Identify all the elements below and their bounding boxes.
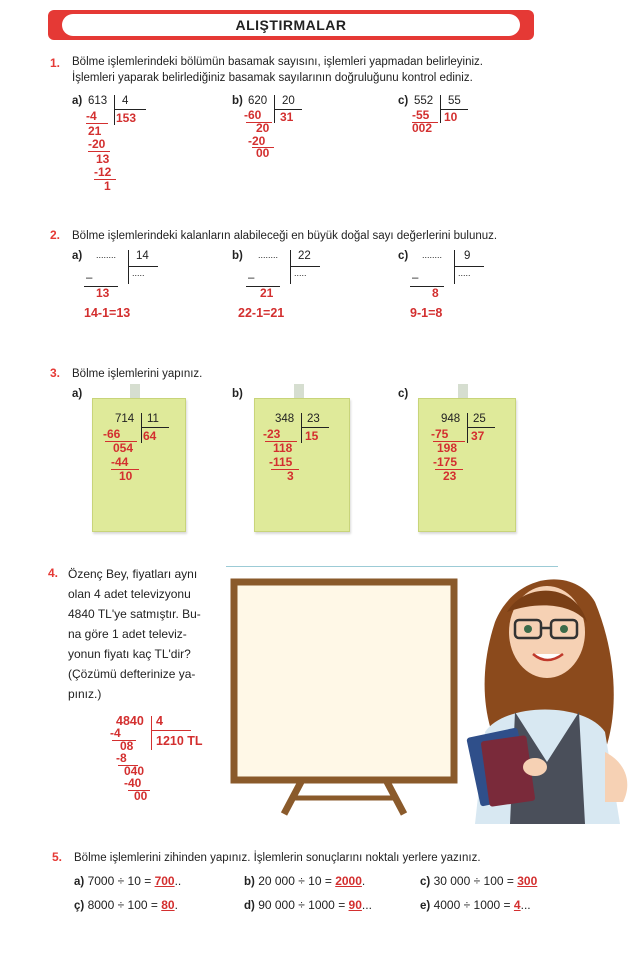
q1b-step: 20 — [256, 121, 270, 135]
q3a-hbar — [141, 427, 169, 428]
q2-text: Bölme işlemlerindeki kalanların alabileceği en büyük doğal sayı değerlerini bulunuz. — [72, 230, 498, 242]
q3c-divisor: 25 — [473, 413, 486, 425]
q4-dividend: 4840 — [116, 714, 144, 728]
q4-divisor: 4 — [156, 714, 163, 728]
q4-hbar — [151, 730, 191, 731]
q2a-minus: – — [86, 272, 93, 284]
q3b-sticky-note — [254, 398, 350, 532]
q3b-dividend: 348 — [275, 413, 295, 425]
q2a-bar — [128, 250, 129, 284]
q3a-quotient: 64 — [143, 429, 157, 443]
q1b-step: -60 — [244, 108, 262, 122]
q3c-sticky-note — [418, 398, 516, 532]
q4-line: pınız.) — [68, 687, 102, 701]
board — [234, 582, 454, 780]
q5-item-expr: 4000 ÷ 1000 = — [433, 898, 511, 912]
q1a-divisor: 4 — [122, 95, 129, 107]
q2c-bar — [454, 250, 455, 284]
q3b-bar — [301, 413, 302, 443]
q2c-answer: 9-1=8 — [410, 306, 443, 320]
q1a-step: -12 — [94, 165, 112, 179]
q2b-answer: 22-1=21 — [238, 306, 285, 320]
q4-line: (Çözümü defterinize ya- — [68, 667, 196, 681]
q5-item-answer: 80 — [161, 898, 175, 912]
q4-line: na göre 1 adet televiz- — [68, 627, 187, 641]
q4-line: yonun fiyatı kaç TL'dir? — [68, 647, 191, 661]
q4-step: -4 — [110, 726, 121, 740]
q2a-divisor: 14 — [136, 250, 149, 262]
q3b-line — [271, 469, 299, 470]
q3a-step: -44 — [111, 455, 129, 469]
q5-item-answer: 2000 — [335, 874, 362, 888]
q2c-hbar — [454, 266, 484, 267]
q5-item-c-cedilla — [74, 898, 178, 912]
q2c-divisor: 9 — [464, 250, 471, 262]
q5-item-answer: 700 — [154, 874, 175, 888]
q5-item-dots: . — [174, 898, 178, 912]
q5-item-d — [244, 898, 372, 912]
q5-item-dots: ... — [361, 898, 372, 912]
q4-bar — [151, 716, 152, 750]
q1-number: 1. — [50, 56, 61, 70]
q1a-quotient: 153 — [116, 111, 137, 125]
q5-item-expr: 20 000 ÷ 10 = — [258, 874, 332, 888]
q5-text: Bölme işlemlerini zihinden yapınız. İşlemlerin sonuçlarını noktalı yerlere yazınız. — [74, 852, 481, 864]
teacher-illustration — [455, 562, 637, 824]
q4-text — [68, 564, 228, 704]
q2a-label: a) — [72, 250, 83, 262]
q2b-remainder: 21 — [260, 286, 274, 300]
page-title: ALIŞTIRMALAR — [62, 14, 520, 36]
q5-item-label: c) — [420, 876, 431, 888]
q1c-label: c) — [398, 95, 409, 107]
q1c-dividend: 552 — [414, 95, 434, 107]
q3c-quotient: 37 — [471, 429, 485, 443]
q1b-step: -20 — [248, 134, 266, 148]
q1c-step: -55 — [412, 108, 430, 122]
q3-number: 3. — [50, 366, 61, 380]
q5-item-expr: 90 000 ÷ 1000 = — [258, 898, 346, 912]
q5-item-expr: 8000 ÷ 100 = — [87, 898, 158, 912]
q1b-division — [232, 95, 312, 165]
q3a-sticky-note — [92, 398, 186, 532]
q5-item-label: b) — [244, 876, 255, 888]
q3b-step: -23 — [263, 427, 281, 441]
q2a-division — [72, 250, 182, 330]
q1a-hbar — [114, 109, 146, 110]
q1-text-2: İşlemleri yaparak belirlediğiniz basamak sayılarının doğruluğunu kontrol ediniz. — [72, 72, 473, 84]
q4-quotient: 1210 TL — [156, 734, 203, 748]
q1a-step: 21 — [88, 124, 102, 138]
q3a-divisor: 11 — [147, 413, 159, 425]
q2b-bar — [290, 250, 291, 284]
q2-number: 2. — [50, 228, 61, 242]
q5-item-c — [420, 874, 537, 888]
eye — [560, 625, 568, 633]
q1b-divisor: 20 — [282, 95, 295, 107]
q2b-qdots: ..... — [294, 268, 307, 278]
q3b-step: 118 — [273, 441, 293, 455]
q2c-label: c) — [398, 250, 409, 262]
q1a-step: 13 — [96, 152, 110, 166]
easel-board-illustration — [226, 574, 476, 822]
q2a-dots: ........ — [96, 250, 117, 260]
q3b-hbar — [301, 427, 329, 428]
q3b-divisor: 23 — [307, 413, 320, 425]
q2c-minus: – — [412, 272, 419, 284]
q2b-dots: ........ — [258, 250, 279, 260]
q3c-step: -75 — [431, 427, 449, 441]
q2c-dots: ........ — [422, 250, 443, 260]
q5-item-label: ç) — [74, 900, 85, 912]
arm — [605, 752, 627, 802]
q3a-step: 10 — [119, 469, 133, 483]
q1c-step: 002 — [412, 121, 433, 135]
q4-line: 4840 TL'ye satmıştır. Bu- — [68, 607, 201, 621]
q4-line: Özenç Bey, fiyatları aynı — [68, 567, 198, 581]
q1c-division — [398, 95, 478, 145]
q3-text: Bölme işlemlerini yapınız. — [72, 368, 203, 380]
q3c-bar — [467, 413, 468, 443]
q4-number: 4. — [48, 566, 59, 580]
q5-item-answer: 300 — [517, 874, 538, 888]
q1b-quotient: 31 — [280, 110, 294, 124]
q2c-remainder: 8 — [432, 286, 439, 300]
q1a-step: 1 — [104, 179, 111, 193]
q5-item-expr: 7000 ÷ 10 = — [87, 874, 152, 888]
q2b-hbar — [290, 266, 320, 267]
q1-header — [50, 54, 60, 72]
q1a-dividend: 613 — [88, 95, 108, 107]
q1a-label: a) — [72, 95, 83, 107]
q5-number: 5. — [52, 850, 63, 864]
q2a-answer: 14-1=13 — [84, 306, 131, 320]
q3a-bar — [141, 413, 142, 443]
q5-item-expr: 30 000 ÷ 100 = — [433, 874, 514, 888]
q3a-dividend: 714 — [115, 413, 135, 425]
q1c-quotient: 10 — [444, 110, 458, 124]
q5-item-label: e) — [420, 900, 431, 912]
q5-item-dots: ... — [520, 898, 531, 912]
q1-text-1: Bölme işlemlerindeki bölümün basamak sayısını, işlemleri yapmadan belirleyiniz. — [72, 56, 483, 68]
q1b-label: b) — [232, 95, 243, 107]
q4-step: 00 — [134, 789, 148, 803]
q4-step: -40 — [124, 776, 142, 790]
q3c-hbar — [467, 427, 495, 428]
q3a-step: 054 — [113, 441, 134, 455]
q1c-divisor: 55 — [448, 95, 461, 107]
hand — [523, 758, 547, 776]
q4-division — [104, 714, 234, 814]
q3b-quotient: 15 — [305, 429, 319, 443]
q5-item-dots: . — [361, 874, 366, 888]
q2c-qdots: ..... — [458, 268, 471, 278]
q3c-step: 198 — [437, 441, 458, 455]
q3c-dividend: 948 — [441, 413, 461, 425]
eye — [524, 625, 532, 633]
q3c-step: -175 — [433, 455, 458, 469]
q2b-label: b) — [232, 250, 243, 262]
q3c-label: c) — [398, 388, 409, 400]
q3b-step: 3 — [287, 469, 294, 483]
q5-item-e — [420, 898, 531, 912]
q5-item-a — [74, 874, 181, 888]
q2a-hbar — [128, 266, 158, 267]
q1b-dividend: 620 — [248, 95, 268, 107]
q3a-step: -66 — [103, 427, 121, 441]
q5-item-label: d) — [244, 900, 255, 912]
q1a-step: -20 — [88, 137, 106, 151]
q1a-bar — [114, 95, 115, 125]
q2b-minus: – — [248, 272, 255, 284]
q3b-step: -115 — [269, 455, 293, 469]
q2b-divisor: 22 — [298, 250, 311, 262]
q5-item-b — [244, 874, 365, 888]
q2a-remainder: 13 — [96, 286, 110, 300]
q5-item-answer: 90 — [348, 898, 362, 912]
q1b-step: 00 — [256, 146, 270, 160]
q3a-label: a) — [72, 388, 83, 400]
q4-step: 040 — [124, 764, 145, 778]
q5-item-dots: .. — [174, 874, 182, 888]
q3c-step: 23 — [443, 469, 457, 483]
q4-step: -8 — [116, 751, 127, 765]
q2c-division — [398, 250, 508, 330]
q2b-division — [232, 250, 342, 330]
q1a-division — [72, 95, 152, 195]
q2a-qdots: ..... — [132, 268, 145, 278]
q4-step: 08 — [120, 739, 134, 753]
q3b-label: b) — [232, 388, 243, 400]
q5-item-answer: 4 — [513, 898, 521, 912]
q4-line: olan 4 adet televizyonu — [68, 587, 191, 601]
q1a-step: -4 — [86, 109, 97, 123]
q5-item-label: a) — [74, 876, 85, 888]
